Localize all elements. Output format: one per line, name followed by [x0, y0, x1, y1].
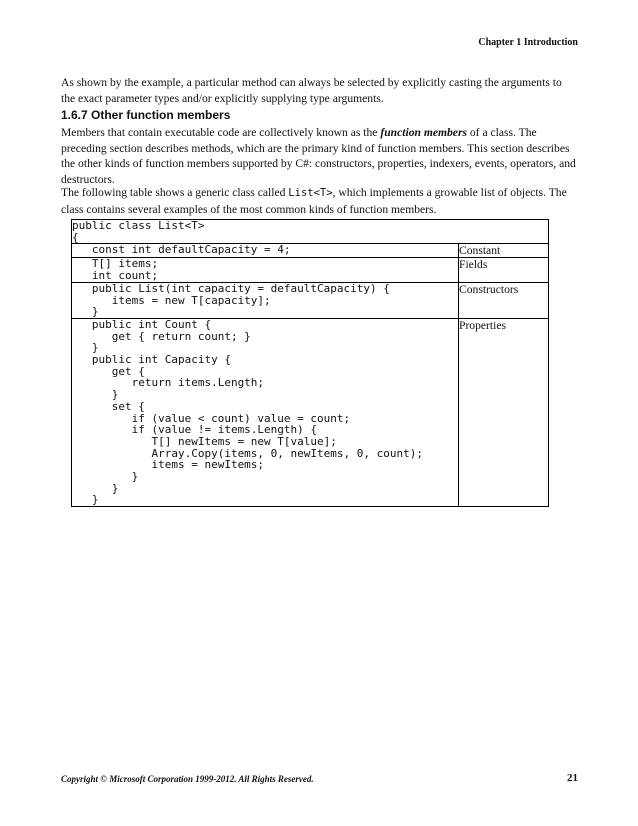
code-table: [71, 219, 549, 507]
para-text: The following table shows a generic class called: [61, 186, 289, 199]
code-cell: public int Count { get { return count; } } public int Capacity { get { return items.Length; } set { if (value < count) value = count; if (value != items.Length) { T[] newItems = new T[value]; Array.Copy(items, 0, newItems, 0, count); items = newItems; } } }: [72, 318, 459, 506]
member-kind-label: Constant: [459, 244, 549, 258]
table-intro-paragraph: [61, 185, 578, 217]
table-row: [72, 318, 549, 506]
para-text: Members that contain executable code are collectively known as the: [61, 126, 381, 139]
member-kind-label: Fields: [459, 258, 549, 282]
code-cell: T[] items; int count;: [72, 258, 459, 282]
para-text: of a class. The preceding section describes methods, which are the primary kind of function members. This section describes the other kinds of function members supported by C#: constructors, properties, indexers, events, operators, and destructors.: [61, 126, 576, 186]
table-row: [72, 282, 549, 318]
chapter-header: Chapter 1 Introduction: [478, 37, 578, 48]
page-number: 21: [567, 772, 578, 784]
section-heading: 1.6.7 Other function members: [61, 108, 231, 122]
emphasis-term: function members: [380, 126, 467, 139]
code-cell: public List(int capacity = defaultCapacity) { items = new T[capacity]; }: [72, 282, 459, 318]
inline-code: List<T>: [288, 187, 333, 199]
table-row: [72, 258, 549, 282]
intro-paragraph: As shown by the example, a particular method can always be selected by explicitly casting the arguments to the exact parameter types and/or explicitly supplying type arguments.: [61, 76, 562, 105]
member-kind-label: Properties: [459, 318, 549, 506]
member-kind-label: Constructors: [459, 282, 549, 318]
function-members-paragraph: [61, 125, 578, 187]
table-row: [72, 244, 549, 258]
copyright-notice: Copyright © Microsoft Corporation 1999-2012. All Rights Reserved.: [61, 774, 314, 784]
table-row: [72, 220, 549, 244]
code-cell: const int defaultCapacity = 4;: [72, 244, 459, 258]
code-cell: public class List<T> {: [72, 220, 549, 244]
para-text: , which implements a growable list of objects. The class contains several examples of the most common kinds of function members.: [61, 186, 567, 216]
